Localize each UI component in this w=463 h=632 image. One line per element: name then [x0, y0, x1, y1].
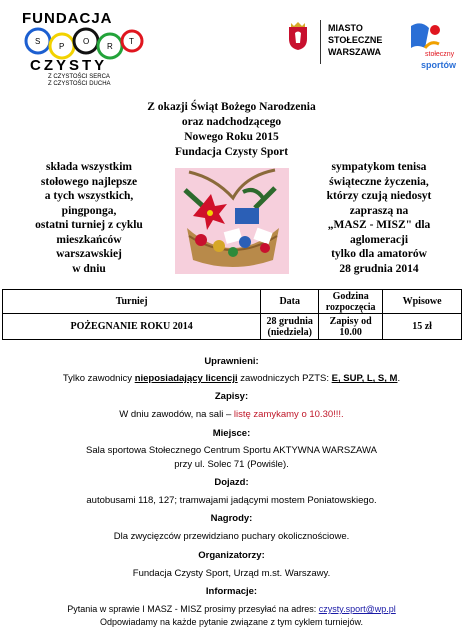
table-header-cell: Wpisowe	[383, 290, 462, 314]
sport-logo-text-1: stołeczny	[425, 51, 455, 58]
license-categories: E, SUP, L, S, M	[331, 373, 398, 384]
right-line: „MASZ - MISZ" dla	[327, 219, 431, 231]
table-row	[3, 314, 462, 340]
miasto-warszawa-logo-text	[328, 22, 382, 58]
christmas-basket-image	[175, 168, 289, 274]
right-line: sympatykom tenisa	[331, 161, 427, 173]
uprawnieni-heading: Uprawnieni:	[204, 356, 259, 367]
ring-letter-p: P	[59, 42, 65, 51]
dojazd-text: autobusami 118, 127; tramwajami jadącymi mostem Poniatowskiego.	[86, 495, 377, 506]
ring-letter-r: R	[107, 42, 113, 51]
uprawnieni-part: Tylko zawodnicy	[62, 373, 135, 384]
nagrody-heading: Nagrody:	[210, 513, 253, 524]
miejsce-line-1: Sala sportowa Stołecznego Centrum Sportu AKTYWNA WARSZAWA	[86, 445, 377, 456]
tournament-table	[2, 289, 462, 340]
miejsce-heading: Miejsce:	[212, 428, 251, 439]
zapisy-heading: Zapisy:	[214, 391, 249, 402]
table-cell: Zapisy od 10.00	[319, 314, 383, 340]
table-cell: 15 zł	[383, 314, 462, 340]
informacje-heading: Informacje:	[205, 586, 258, 597]
informacje-text	[0, 603, 463, 615]
heading-line-4: Fundacja Czysty Sport	[174, 146, 289, 158]
heading-line-1: Z okazji Świąt Bożego Narodzenia	[147, 101, 316, 113]
right-line: aglomeracji	[349, 233, 409, 246]
mw-line-3: WARSZAWA	[328, 47, 381, 57]
right-line: świąteczne życzenia,	[329, 175, 429, 188]
right-line: którzy czują niedosyt	[326, 190, 432, 202]
organizatorzy-heading: Organizatorzy:	[198, 550, 265, 561]
no-license-emphasis: nieposiadający licencji	[134, 373, 238, 384]
table-cell: POŻEGNANIE ROKU 2014	[3, 314, 261, 340]
stoleczny-sport-logo	[405, 18, 457, 74]
uprawnieni-part: .	[397, 373, 401, 384]
left-line: mieszkańców	[56, 233, 122, 246]
ring-letter-t: T	[129, 37, 134, 46]
mw-line-2: STOŁECZNE	[328, 35, 383, 45]
heading-line-2: oraz nadchodzącego	[181, 116, 282, 128]
left-text-column	[14, 160, 164, 276]
warsaw-crest-icon	[287, 21, 309, 51]
logo-divider	[320, 20, 321, 64]
uprawnieni-text	[0, 373, 463, 385]
left-line: pingponga,	[61, 204, 117, 217]
fundacja-logo-title: FUNDACJA	[22, 10, 113, 27]
ring-letter-o: O	[83, 37, 90, 46]
ring-letter-s: S	[35, 37, 41, 46]
tagline-2: Z CZYSTOŚCI DUCHA	[48, 81, 111, 87]
informacje-part: Pytania w sprawie I MASZ - MISZ prosimy przesyłać na adres:	[67, 604, 319, 614]
left-line: warszawskiej	[56, 248, 122, 260]
informacje-line-2: Odpowiadamy na każde pytanie związane z tym cyklem turniejów.	[99, 617, 364, 627]
right-line: tylko dla amatorów	[331, 248, 427, 260]
contact-email-link[interactable]: czysty.sport@wp.pl	[318, 604, 396, 614]
sport-logo-text-2: sportów	[421, 60, 456, 70]
zapisy-deadline: listę zamykamy o 10.30!!!.	[233, 409, 344, 420]
organizatorzy-text: Fundacja Czysty Sport, Urząd m.st. Warszawy.	[132, 568, 331, 579]
fundacja-logo-tagline	[48, 74, 111, 88]
table-cell: 28 grudnia (niedziela)	[261, 314, 319, 340]
zapisy-part: W dniu zawodów, na sali –	[119, 409, 234, 420]
left-line: a tych wszystkich,	[44, 190, 134, 202]
mw-line-1: MIASTO	[328, 23, 363, 33]
uprawnieni-part: zawodniczych PZTS:	[237, 373, 332, 384]
zapisy-text	[0, 409, 463, 421]
right-text-column	[299, 160, 459, 276]
miejsce-line-2: przy ul. Solec 71 (Powiśle).	[174, 459, 289, 470]
dojazd-heading: Dojazd:	[214, 477, 249, 488]
nagrody-text: Dla zwycięzców przewidziano puchary okolicznościowe.	[113, 531, 350, 542]
left-line: ostatni turniej z cyklu	[35, 219, 143, 231]
table-header-cell: Turniej	[3, 290, 261, 314]
table-header-row	[3, 290, 462, 314]
heading-line-3: Nowego Roku 2015	[184, 131, 279, 143]
left-line: w dniu	[72, 262, 106, 275]
tagline-1: Z CZYSTOŚCI SERCA	[48, 74, 110, 80]
right-line: 28 grudnia 2014	[339, 262, 419, 275]
left-line: stołowego najlepsze	[40, 175, 138, 188]
fundacja-logo-czysty: CZYSTY	[30, 57, 108, 74]
right-line: zapraszą na	[349, 204, 409, 217]
table-header-cell: Data	[261, 290, 319, 314]
table-header-cell: Godzina rozpoczęcia	[319, 290, 383, 314]
left-line: składa wszystkim	[46, 161, 132, 173]
